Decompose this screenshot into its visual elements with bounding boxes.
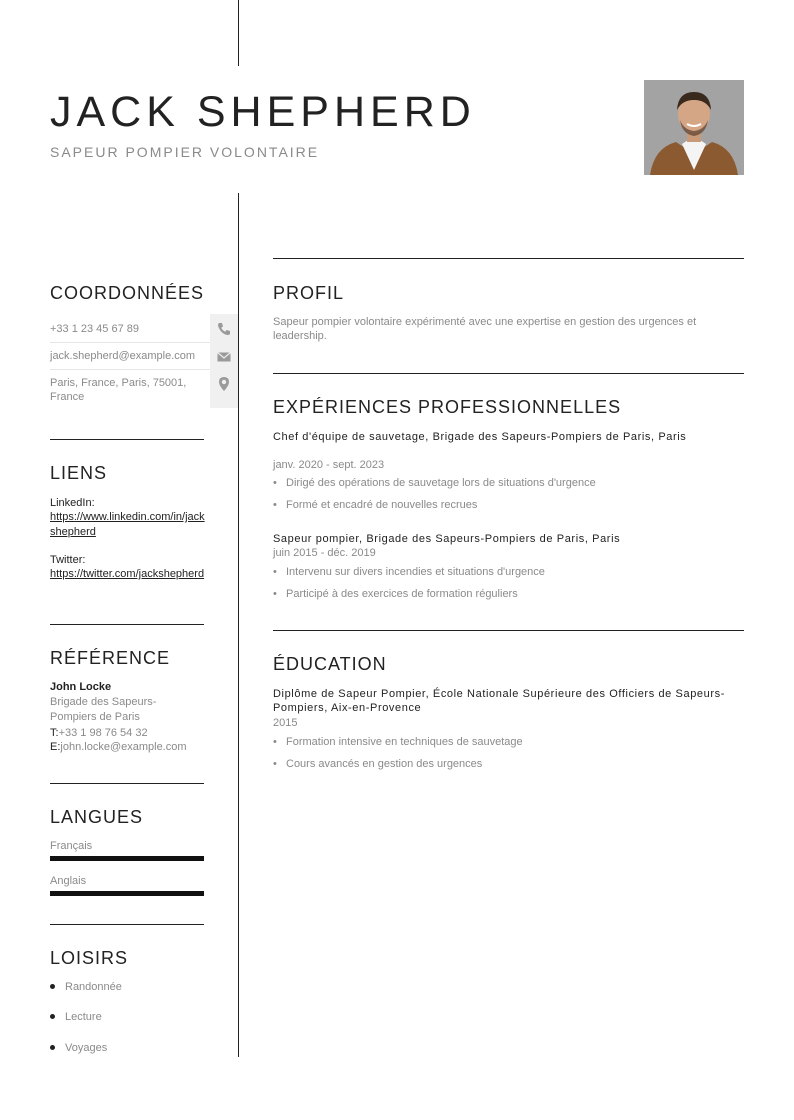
sidebar-divider [50,624,204,625]
reference-email-label: E: [50,741,61,753]
hobby-item [50,1042,107,1054]
experience-heading: EXPÉRIENCES PROFESSIONNELLES [273,397,622,417]
bullet-dot [50,1045,55,1050]
links-heading: LIENS [50,463,108,483]
contact-heading: COORDONNÉES [50,283,205,303]
experience-title: Chef d'équipe de sauvetage, Brigade des Sapeurs-Pompiers de Paris, Paris [273,431,687,443]
column-divider-line [238,193,239,1057]
hobby-item [50,1011,102,1023]
language-level-bar [50,891,204,896]
sidebar-divider [50,439,204,440]
bullet-text: Formé et encadré de nouvelles recrues [286,499,478,511]
experience-title: Sapeur pompier, Brigade des Sapeurs-Pompiers de Paris, Paris [273,533,621,545]
languages-heading: LANGUES [50,807,144,827]
bullet-dot: • [273,477,277,489]
reference-phone-line [50,727,148,739]
profile-photo [644,80,744,175]
experience-dates: juin 2015 - déc. 2019 [273,547,376,559]
contact-icon-column [210,314,238,408]
bullet-dot [50,984,55,989]
bullet-dot: • [273,736,277,748]
language-level-fill [50,891,204,896]
bullet-text: Intervenu sur divers incendies et situations d'urgence [286,566,545,578]
twitter-link[interactable]: https://twitter.com/jackshepherd [50,568,205,580]
hobby-label: Lecture [65,1011,102,1023]
experience-bullet [273,499,477,511]
twitter-label: Twitter: [50,554,86,566]
linkedin-link[interactable]: https://www.linkedin.com/in/jackshepherd [50,511,205,538]
contact-phone[interactable]: +33 1 23 45 67 89 [50,323,139,335]
language-name: Anglais [50,875,87,887]
bullet-dot: • [273,758,277,770]
sidebar-divider [50,924,204,925]
section-divider [273,373,744,374]
sidebar-divider [50,783,204,784]
bullet-dot: • [273,566,277,578]
language-level-bar [50,856,204,861]
education-bullet [273,736,523,748]
education-dates: 2015 [273,717,298,729]
section-divider [273,630,744,631]
education-bullet [273,758,482,770]
hobby-label: Randonnée [65,981,122,993]
reference-name: John Locke [50,681,112,693]
language-level-fill [50,856,204,861]
header-divider-line [238,0,239,66]
email-icon [215,348,233,366]
linkedin-label: LinkedIn: [50,497,95,509]
hobby-item [50,981,122,993]
reference-email[interactable]: john.locke@example.com [60,741,187,753]
reference-organization: Brigade des Sapeurs-Pompiers de Paris [50,696,157,723]
candidate-name: JACK SHEPHERD [50,88,476,136]
education-heading: ÉDUCATION [273,654,387,674]
bullet-text: Participé à des exercices de formation réguliers [286,588,518,600]
bullet-dot: • [273,588,277,600]
experience-bullet [273,588,518,600]
bullet-text: Cours avancés en gestion des urgences [286,758,483,770]
hobbies-heading: LOISIRS [50,948,129,968]
bullet-text: Dirigé des opérations de sauvetage lors de situations d'urgence [286,477,596,489]
reference-phone-label: T: [50,727,59,739]
hobby-label: Voyages [65,1042,108,1054]
profile-summary: Sapeur pompier volontaire expérimenté avec une expertise en gestion des urgences et leadership. [273,316,697,342]
experience-bullet [273,477,596,489]
section-divider [273,258,744,259]
education-title: Diplôme de Sapeur Pompier, École Nationale Supérieure des Officiers de Sapeurs-Pompiers, Aix-en-Provence [273,688,725,714]
profile-photo-image [644,80,744,175]
experience-bullet [273,566,545,578]
reference-heading: RÉFÉRENCE [50,648,171,668]
reference-email-line [50,741,187,753]
bullet-dot [50,1014,55,1019]
contact-address: Paris, France, Paris, 75001, France [50,377,187,403]
bullet-dot: • [273,499,277,511]
candidate-job-title: SAPEUR POMPIER VOLONTAIRE [50,144,320,160]
bullet-text: Formation intensive en techniques de sauvetage [286,736,523,748]
profile-heading: PROFIL [273,283,345,303]
reference-phone[interactable]: +33 1 98 76 54 32 [58,727,148,739]
experience-dates: janv. 2020 - sept. 2023 [273,459,385,471]
language-name: Français [50,840,93,852]
location-pin-icon [215,375,233,393]
phone-icon [215,320,233,338]
contact-email[interactable]: jack.shepherd@example.com [50,350,196,362]
